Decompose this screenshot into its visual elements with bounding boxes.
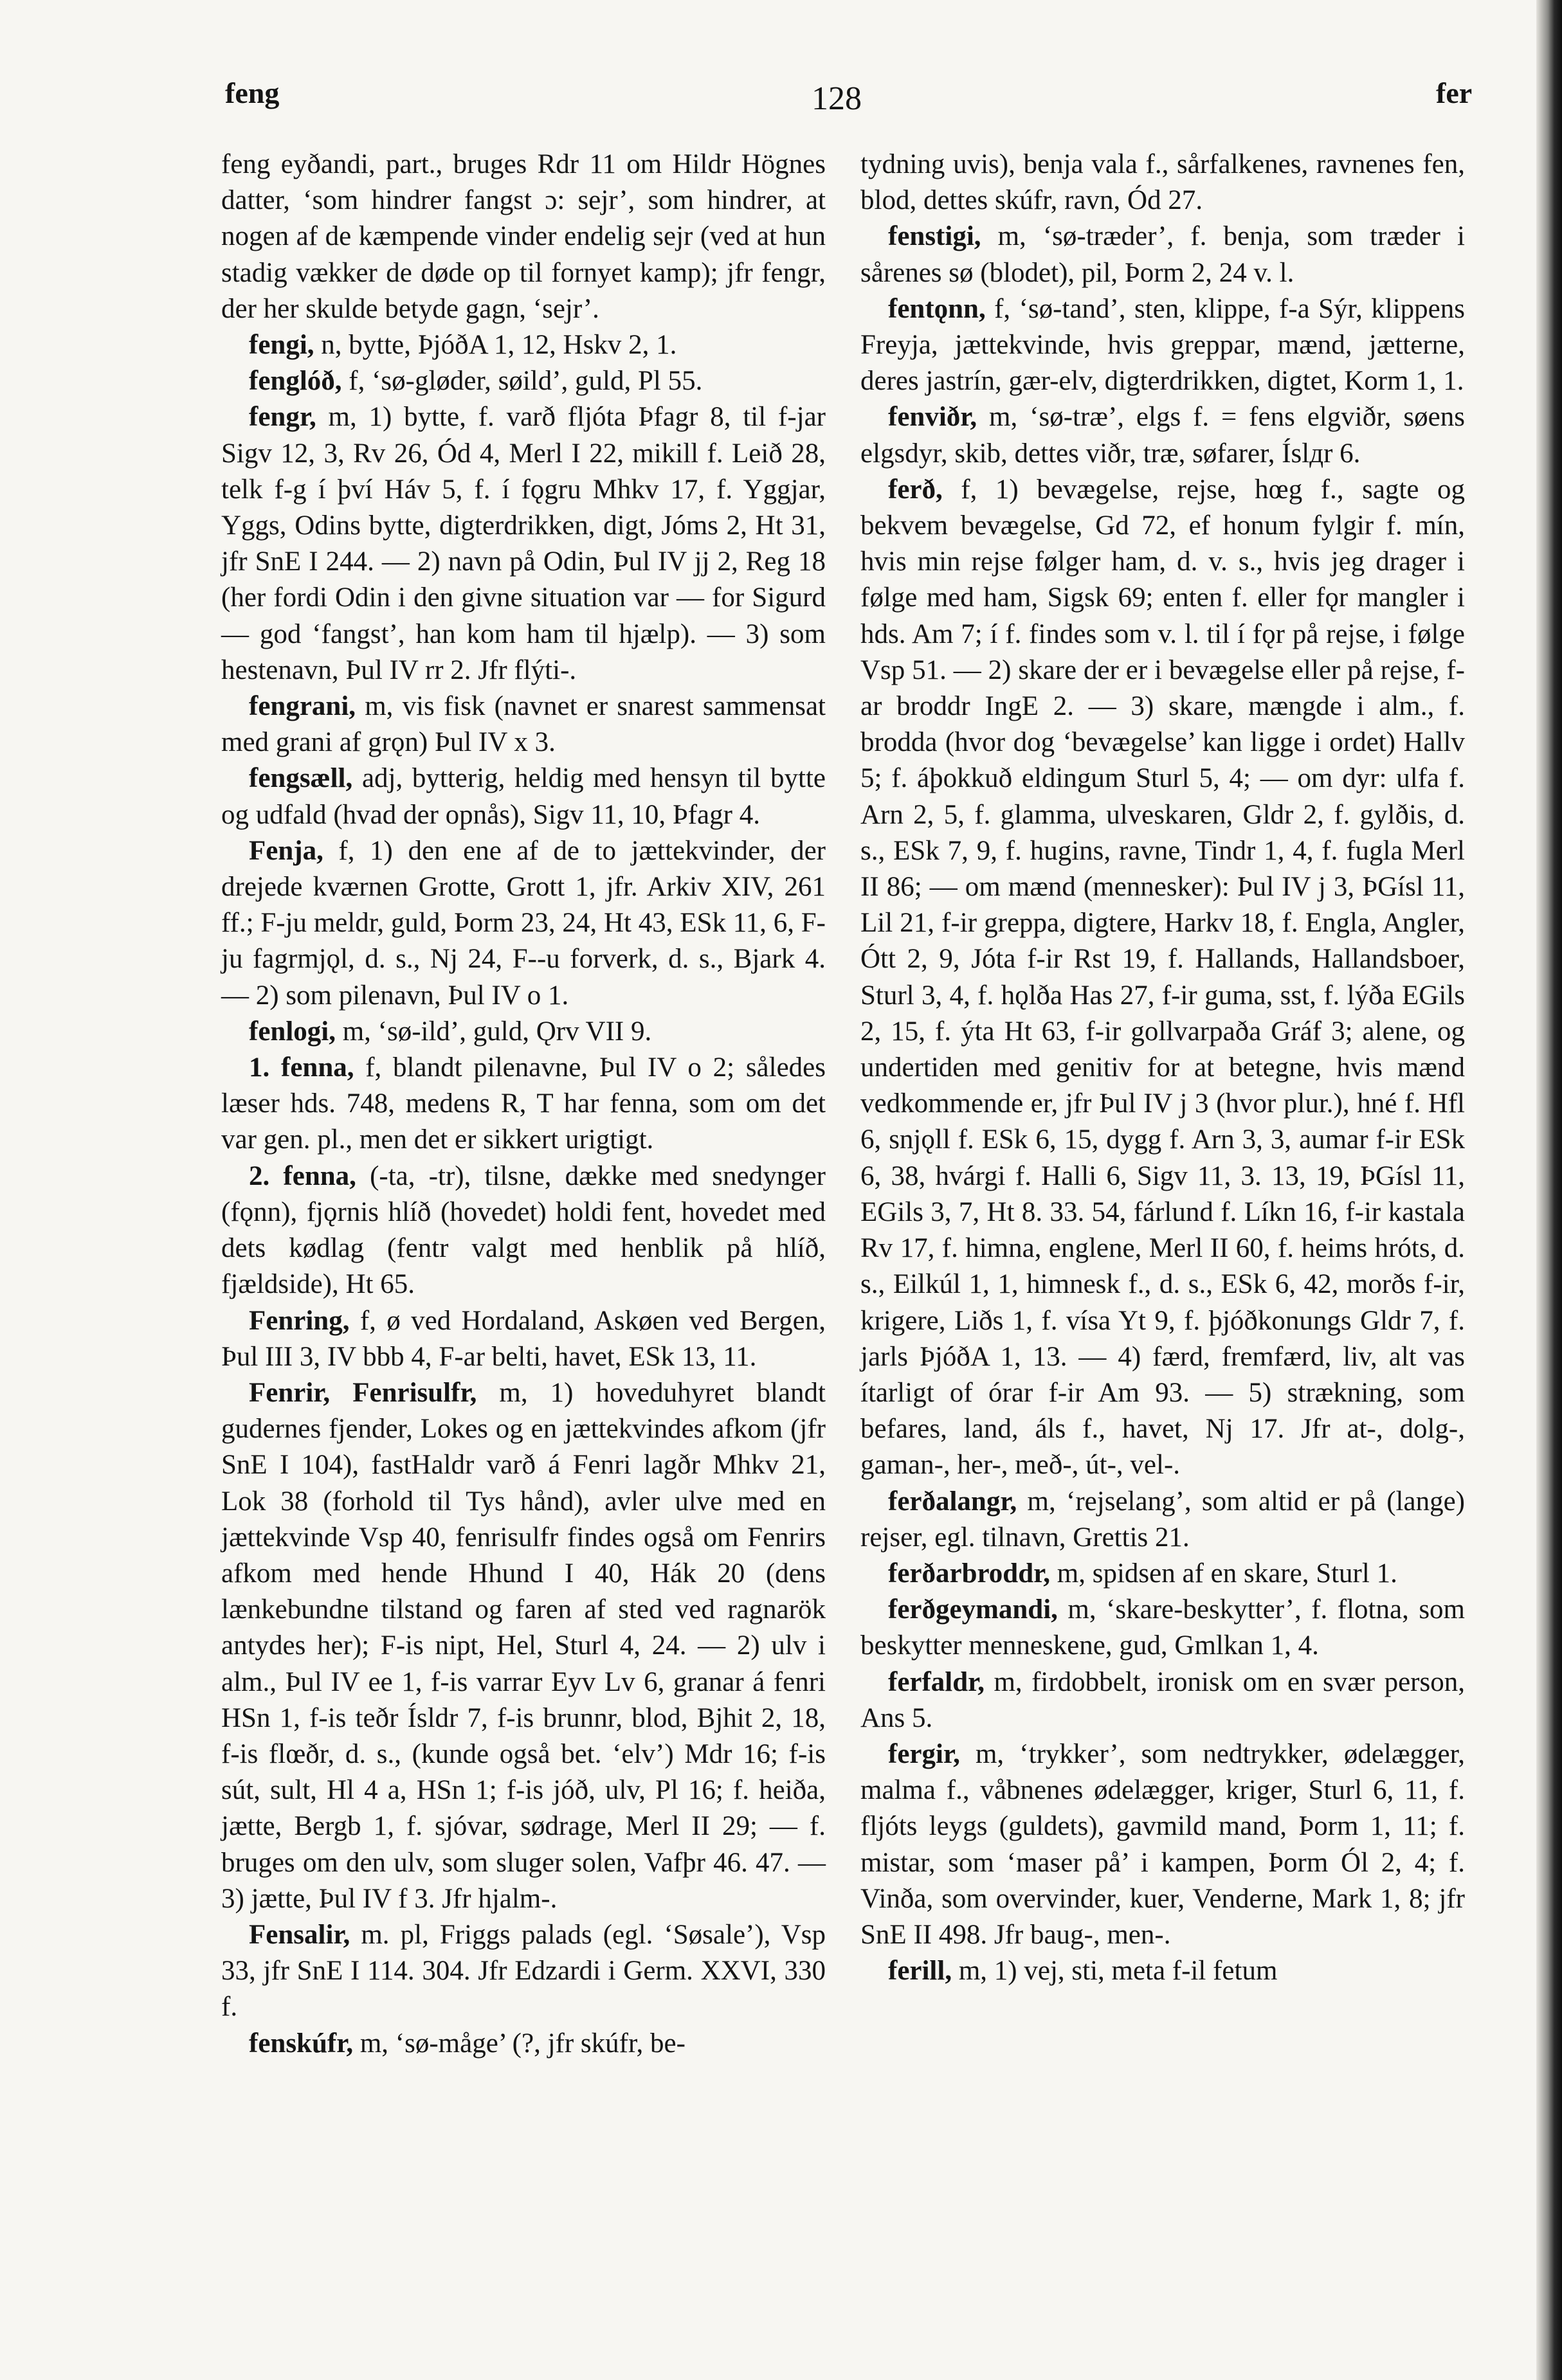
dictionary-entry (221, 689, 826, 761)
headword: ferð, (888, 474, 943, 505)
entry-text: m, 1) vej, sti, meta f-il fetum (952, 1956, 1278, 1987)
entry-text: f, 1) bevægelse, rejse, hœg f., sagte og bekvem bevægelse, Gd 72, ef honum fylgir f. mín, hvis min rejse følger ham, d. v. s., hvis jeg drager i følge med ham, Sigsk 69; enten f. eller fǫr mangler i hds. Am 7; í f. findes som v. l. til í fǫr på rejse, i følge Vsp 51. — 2) skare der er i bevægelse eller på rejse, f-ar broddr IngE 2. — 3) skare, mængde i alm., f. brodda (hvor dog ‘bevægelse’ kan ligge i ordet) Hallv 5; f. áþokkuð eldingum Sturl 5, 4; — om dyr: ulfa f. Arn 2, 5, f. glamma, ulveskaren, Gldr 2, f. gylðis, d. s., ESk 7, 9, f. hugins, ravne, Tindr 1, 4, f. fugla Merl II 86; — om mænd (mennesker): Þul IV j 3, ÞGísl 11, Lil 21, f-ir greppa, digtere, Harkv 18, f. Engla, Angler, Ótt 2, 9, Jóta f-ir Rst 19, f. Hallands, Hallandsboer, Sturl 3, 4, f. hǫlða Has 27, f-ir guma, sst, f. lýða EGils 2, 15, f. ýta Ht 63, f-ir gollvarpaða Gráf 3; alene, og undertiden med genitiv for at betegne, hvis mænd vedkommende er, jfr Þul IV j 3 (hvor plur.), hné f. Hfl 6, snjǫll f. ESk 6, 15, dygg f. Arn 3, 3, aumar f-ir ESk 6, 38, hvárgi f. Halli 6, Sigv 11, 3. 13, 19, ÞGísl 11, EGils 3, 7, Ht 8. 33. 54, fárlund f. Líkn 16, f-ir kastala Rv 17, f. himna, englene, Merl II 60, f. heims hróts, d. s., Eilkúl 1, 1, himnesk f., d. s., ESk 6, 42, morðs f-ir, krigere, Liðs 1, f. vísa Yt 9, f. þjóðkonungs Gldr 7, f. jarls ÞjóðA 1, 13. — 4) færd, fremfærd, liv, alt vas ítarligt of órar f-ir Am 93. — 5) strækning, som befares, land, áls f., havet, Nj 17. Jfr at-, dolg-, gaman-, her-, með-, út-, vel-. (860, 474, 1465, 1481)
dictionary-entry (860, 147, 1465, 219)
dictionary-entry (221, 327, 826, 363)
dictionary-entry (860, 472, 1465, 1484)
headword: ferðarbroddr, (888, 1558, 1051, 1589)
entry-text: adj, bytterig, heldig med hensyn til bytte og udfald (hvad der opnås), Sigv 11, 10, Þfagr 4. (221, 763, 826, 830)
right-column (860, 147, 1465, 1989)
entry-text: m, 1) bytte, f. varð fljóta Þfagr 8, til f-jar Sigv 12, 3, Rv 26, Ód 4, Merl I 22, mikill f. Leið 28, telk f-g í því Háv 5, f. í fǫgru Mhkv 17, f. Yggjar, Yggs, Odins bytte, digterdrikken, digt, Jóms 2, Ht 31, jfr SnE I 244. — 2) navn på Odin, Þul IV jj 2, Reg 18 (her fordi Odin i den givne situation var — for Sigurd — god ‘fangst’, han kom ham til hjælp). — 3) som hestenavn, Þul IV rr 2. Jfr flýti-. (221, 402, 826, 685)
headword: 2. fenna, (249, 1160, 356, 1191)
dictionary-entry (860, 399, 1465, 471)
headword: fenskúfr, (249, 2028, 354, 2059)
entry-text: f, ‘sø-tand’, sten, klippe, f-a Sýr, klippens Freyja, jættekvinde, hvis greppar, mænd, jætterne, deres jastrín, gær-elv, digterdrikken, digtet, Korm 1, 1. (860, 293, 1465, 397)
entry-text: m, firdobbelt, ironisk om en svær person, Ans 5. (860, 1666, 1465, 1733)
headword: fenstigi, (888, 221, 981, 252)
dictionary-entry (221, 761, 826, 833)
dictionary-entry (221, 1014, 826, 1050)
headword: fergir, (888, 1738, 960, 1769)
dictionary-entry (221, 1303, 826, 1375)
entry-text: f, ø ved Hordaland, Askøen ved Bergen, Þul III 3, IV bbb 4, F-ar belti, havet, ESk 13, 11. (221, 1305, 826, 1372)
headword: Fenrir, Fenrisulfr, (249, 1377, 477, 1408)
entry-text: m, ‘sø-træder’, f. benja, som træder i sårenes sø (blodet), pil, Þorm 2, 24 v. l. (860, 221, 1465, 288)
page-number: 128 (812, 80, 862, 117)
entry-text: m, 1) hoveduhyret blandt gudernes fjender, Lokes og en jættekvindes afkom (jfr SnE I 104), fastHaldr varð á Fenri lagðr Mhkv 21, Lok 38 (forhold til Tys hånd), avler ulve med en jættekvinde Vsp 40, fenrisulfr findes også om Fenrirs afkom med hende Hhund I 40, Hák 20 (dens lænkebundne tilstand og faren af sted ved ragnarök antydes her); F-is nipt, Hel, Sturl 4, 24. — 2) ulv i alm., Þul IV ee 1, f-is varrar Eyv Lv 6, granar á fenri HSn 1, f-is teðr Ísldr 7, f-is brunnr, blod, Bjhit 2, 18, f-is flœðr, d. s., (kunde også bet. ‘elv’) Mdr 16; f-is sút, sult, Hl 4 a, HSn 1; f-is jóð, ulv, Pl 16; f. heiða, jætte, Bergb 1, f. sjóvar, sødrage, Merl II 29; — f. bruges om den ulv, som sluger solen, Vafþr 46. 47. — 3) jætte, Þul IV f 3. Jfr hjalm-. (221, 1377, 826, 1914)
entry-text: m, ‘skare-beskytter’, f. flotna, som beskytter menneskene, gud, Gmlkan 1, 4. (860, 1594, 1465, 1661)
headword: ferðgeymandi, (888, 1594, 1058, 1625)
headword: fenviðr, (888, 402, 977, 433)
entry-text: m, ‘sø-træ’, elgs f. = fens elgviðr, søens elgsdyr, skib, dettes viðr, træ, søfarer, Íslдr 6. (860, 402, 1465, 469)
entry-text: m, ‘sø-ild’, guld, Ǫrv VII 9. (335, 1016, 652, 1047)
dictionary-entry (860, 1736, 1465, 1953)
headword: fengr, (249, 402, 316, 433)
entry-text: f, ‘sø-gløder, søild’, guld, Pl 55. (341, 366, 703, 397)
left-column (221, 147, 826, 2062)
entry-text: m, ‘rejselang’, som altid er på (lange) rejser, egl. tilnavn, Grettis 21. (860, 1486, 1465, 1553)
entry-text: m, ‘sø-måge’ (?, jfr skúfr, be- (353, 2028, 686, 2059)
dictionary-entry (221, 1050, 826, 1158)
entry-text: (-ta, -tr), tilsne, dække med snedynger (fǫnn), fjǫrnis hlíð (hovedet) holdi fent, hovedet med dets kødlag (fentr valgt med henblik på hlíð, fjældside), Ht 65. (221, 1160, 826, 1300)
headword: fengi, (249, 330, 314, 361)
headword: fentǫnn, (888, 293, 986, 324)
dictionary-entry (221, 1158, 826, 1303)
dictionary-entry (221, 363, 826, 399)
headword: Fensalir, (249, 1919, 350, 1950)
entry-text: m, ‘trykker’, som nedtrykker, ødelægger, malma f., våbnenes ødelægger, kriger, Sturl 6, 11, f. fljóts leygs (guldets), gavmild mand, Þorm 1, 11; f. mistar, som ‘maser på’ i kampen, Þorm Ól 2, 4; f. Vinða, som overvinder, kuer, Venderne, Mark 1, 8; jfr SnE II 498. Jfr baug-, men-. (860, 1738, 1465, 1950)
dictionary-entry (860, 1592, 1465, 1664)
headword: ferill, (888, 1956, 952, 1987)
entry-text: f, blandt pilenavne, Þul IV o 2; således læser hds. 748, medens R, T har fenna, som om det var gen. pl., men det er sikkert urigtigt. (221, 1052, 826, 1155)
dictionary-entry (860, 291, 1465, 400)
dictionary-entry (221, 833, 826, 1014)
headword: fenlogi, (249, 1016, 336, 1047)
entry-text: f, 1) den ene af de to jættekvinder, der drejede kværnen Grotte, Grott 1, jfr. Arkiv XIV, 261 ff.; F-ju meldr, guld, Þorm 23, 24, Ht 43, ESk 11, 6, F-ju fagrmjǫl, d. s., Nj 24, F--u forverk, d. s., Bjark 4. — 2) som pilenavn, Þul IV o 1. (221, 835, 826, 1011)
dictionary-entry (860, 1953, 1465, 1989)
headword: Fenja, (249, 835, 323, 866)
headword: ferfaldr, (888, 1666, 985, 1697)
dictionary-entry (221, 399, 826, 689)
dictionary-entry (221, 1375, 826, 1917)
headword: ferðalangr, (888, 1486, 1017, 1517)
entry-text: tydning uvis), benja vala f., sårfalkenes, ravnenes fen, blod, dettes skúfr, ravn, Ód 27. (860, 149, 1465, 216)
dictionary-entry (221, 2026, 826, 2062)
running-head-left: feng (225, 77, 280, 109)
running-head-right: fer (1436, 77, 1473, 109)
entry-text: m, spidsen af en skare, Sturl 1. (1050, 1558, 1397, 1589)
headword: fenglóð, (249, 366, 342, 397)
dictionary-entry (221, 147, 826, 327)
headword: Fenring, (249, 1305, 350, 1336)
entry-text: n, bytte, ÞjóðA 1, 12, Hskv 2, 1. (314, 330, 677, 361)
headword: fengrani, (249, 691, 356, 722)
binding-shadow (1536, 0, 1562, 2380)
dictionary-entry (860, 1484, 1465, 1556)
entry-text: m, vis fisk (navnet er snarest sammensat med grani af grǫn) Þul IV x 3. (221, 691, 826, 758)
dictionary-entry (860, 1664, 1465, 1736)
entry-text: feng eyðandi, part., bruges Rdr 11 om Hildr Högnes datter, ‘som hindrer fangst ɔ: sejr’, som hindrer, at nogen af de kæmpende vinder endelig sejr (ved at hun stadig vækker de døde op til fornyet kamp); jfr fengr, der her skulde betyde gagn, ‘sejr’. (221, 149, 826, 324)
headword: fengsæll, (249, 763, 353, 794)
dictionary-entry (860, 1556, 1465, 1592)
dictionary-entry (221, 1917, 826, 2026)
dictionary-entry (860, 219, 1465, 291)
headword: 1. fenna, (249, 1052, 354, 1083)
entry-text: m. pl, Friggs palads (egl. ‘Søsale’), Vsp 33, jfr SnE I 114. 304. Jfr Edzardi i Germ. XXVI, 330 f. (221, 1919, 826, 2023)
